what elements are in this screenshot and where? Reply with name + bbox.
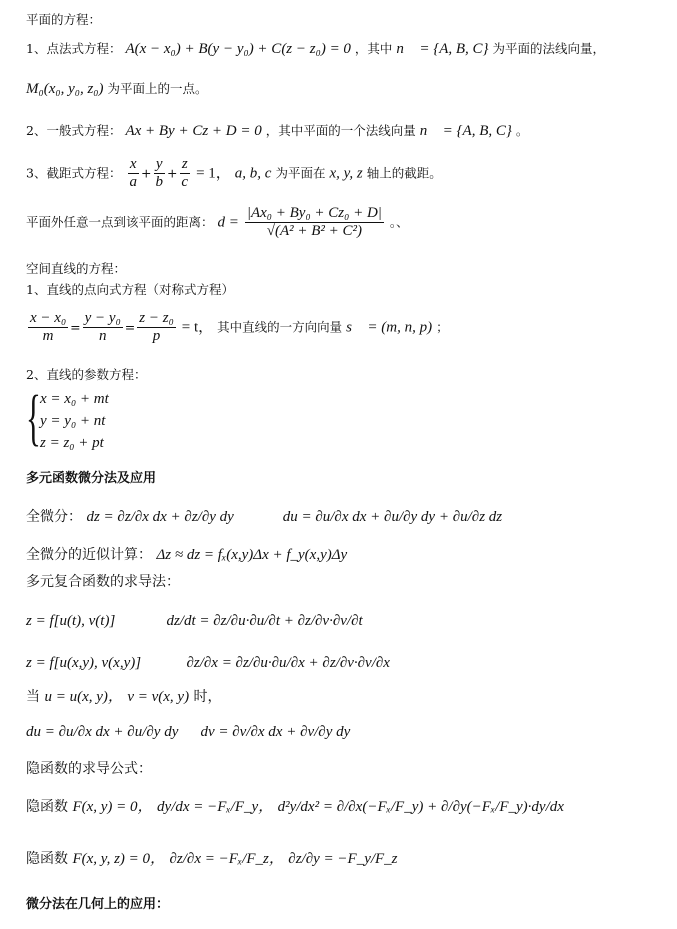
point-m0: M₀(x₀, y₀, z₀) [26,81,104,97]
general-desc: ，其中平面的一个法线向量 [265,123,416,138]
implicit-label: 隐函数的求导公式： [26,761,152,777]
point-m0-desc: 为平面上的一点。 [107,81,208,96]
distance-label: 平面外任意一点到该平面的距离： [26,214,214,230]
chain2-line [26,656,390,671]
distance-denominator: √(A² + B² + C²) [266,223,363,240]
param-eq-y: y = y₀ + nt [40,413,106,429]
point-normal-where: ，其中 [354,41,393,56]
sym-end: ； [436,319,449,335]
implicit1-line [26,800,564,815]
implicit1-d2: d²y/dx² = ∂/∂x(−Fₓ/F_y) + ∂/∂y(−Fₓ/F_y)·dy/dx [277,799,564,815]
param-system [26,384,109,454]
distance-lhs: d = [217,214,239,231]
intercept-desc2: 轴上的截距。 [366,165,442,181]
intercept-frac-x: $\frac{x}{a}$ [129,156,137,191]
total-diff-u: du = ∂u/∂x dx + ∂u/∂y dy + ∂u/∂z dz [282,509,503,525]
intercept-axes: x, y, z [329,165,363,182]
general-normal: n⃗ = {A, B, C} [419,123,512,139]
sym-frac-y: $\frac{\text{y − y₀}}{n}$ [84,310,121,345]
implicit2-fn: F(x, y, z) = 0， [72,851,166,867]
intercept-vars: a, b, c [234,165,272,182]
distance-fraction [245,205,384,241]
line-title: 空间直线的方程： [26,261,127,276]
approx-line [26,548,347,563]
intercept-frac-y: $\frac{y}{b}$ [155,156,163,191]
plane-title: 平面的方程： [26,12,102,27]
symmetric-label: 1、直线的点向式方程（对称式方程） [26,282,234,297]
normal-desc: 为平面的法线向量， [492,41,606,56]
sym-frac-z: $\frac{\text{z − z₀}}{p}$ [139,310,174,345]
approx-equation: Δz ≈ dz = fₓ(x,y)Δx + f_y(x,y)Δy [156,547,348,563]
param-label: 2、直线的参数方程： [26,367,147,382]
implicit1-label: 隐函数 [26,799,68,815]
param-brace: { [26,384,41,452]
intercept-label: 3、截距式方程： [26,165,122,181]
param-eq-z: z = z₀ + pt [40,435,104,451]
when-line [26,690,222,705]
intercept-rhs: = 1， [196,165,231,182]
intercept-frac-z: $\frac{z}{c}$ [181,156,189,191]
intercept-desc1: 为平面在 [275,165,326,181]
chain-label: 多元复合函数的求导法： [26,574,180,590]
symmetric-line: $\frac{\text{x − x₀}}{m}$ = $\frac{\text{y − y₀}}{n}$ = $\frac{\text{z − z₀}}{p}$ = t， 其中直线的一方向向量 s⃗ = (m, n, p) ； [30,310,449,345]
chain1-lhs: z = f[u(t), v(t)] [26,613,116,629]
implicit2-dx: ∂z/∂x = −Fₓ/F_z， [169,851,284,867]
point-m0-line [26,82,208,97]
general-line [26,124,528,139]
param-eq-x: x = x₀ + mt [40,391,109,407]
point-normal-equation: A(x − x₀) + B(y − y₀) + C(z − z₀) = 0 [125,41,351,57]
implicit2-line [26,852,398,867]
sym-frac-x: $\frac{\text{x − x₀}}{m}$ [30,310,67,345]
chain2-lhs: z = f[u(x,y), v(x,y)] [26,655,142,671]
multivar-title: 多元函数微分法及应用 [26,471,157,486]
point-normal-label: 1、点法式方程： [26,41,122,56]
general-equation: Ax + By + Cz + D = 0 [125,123,262,139]
geometry-title: 微分法在几何上的应用： [26,897,170,912]
total-diff-z: dz = ∂z/∂x dx + ∂z/∂y dy [86,509,234,525]
implicit1-d1: dy/dx = −Fₓ/F_y， [157,799,274,815]
when-v: v = v(x, y) [127,689,190,705]
distance-end: 。、 [389,214,409,230]
total-diff-label: 全微分： [26,509,82,525]
when-u: u = u(x, y)， [44,689,123,705]
implicit2-dy: ∂z/∂y = −F_y/F_z [288,851,398,867]
sym-desc: 其中直线的一方向向量 [217,319,343,335]
chain1-line [26,614,363,629]
direction-vector: s⃗ = (m, n, p) [346,319,433,336]
general-end: 。 [515,123,529,138]
chain2-rhs: ∂z/∂x = ∂z/∂u·∂u/∂x + ∂z/∂v·∂v/∂x [186,655,390,671]
du-dv-line [26,725,350,740]
distance-numerator: |Ax₀ + By₀ + Cz₀ + D| [245,205,384,223]
intercept-line: 3、截距式方程： $\frac{x}{a}$ + $\frac{y}{b}$ + $\frac{z}{c}$ = 1， a, b, c 为平面在 x, y, z 轴上的截距。 [26,156,442,191]
implicit2-label: 隐函数 [26,851,68,867]
when-end: 时， [193,689,222,705]
dv-equation: dv = ∂v/∂x dx + ∂v/∂y dy [200,724,351,740]
implicit1-fn: F(x, y) = 0， [72,799,153,815]
sym-rhs: = t， [181,319,214,336]
normal-vector: n⃗ = {A, B, C} [396,41,489,57]
du-equation: du = ∂u/∂x dx + ∂u/∂y dy [26,724,179,740]
point-normal-line [26,42,605,57]
general-label: 2、一般式方程： [26,123,122,138]
total-diff-line [26,510,502,525]
when-label: 当 [26,689,40,705]
approx-label: 全微分的近似计算： [26,547,152,563]
distance-line [26,205,409,241]
chain1-rhs: dz/dt = ∂z/∂u·∂u/∂t + ∂z/∂v·∂v/∂t [166,613,363,629]
